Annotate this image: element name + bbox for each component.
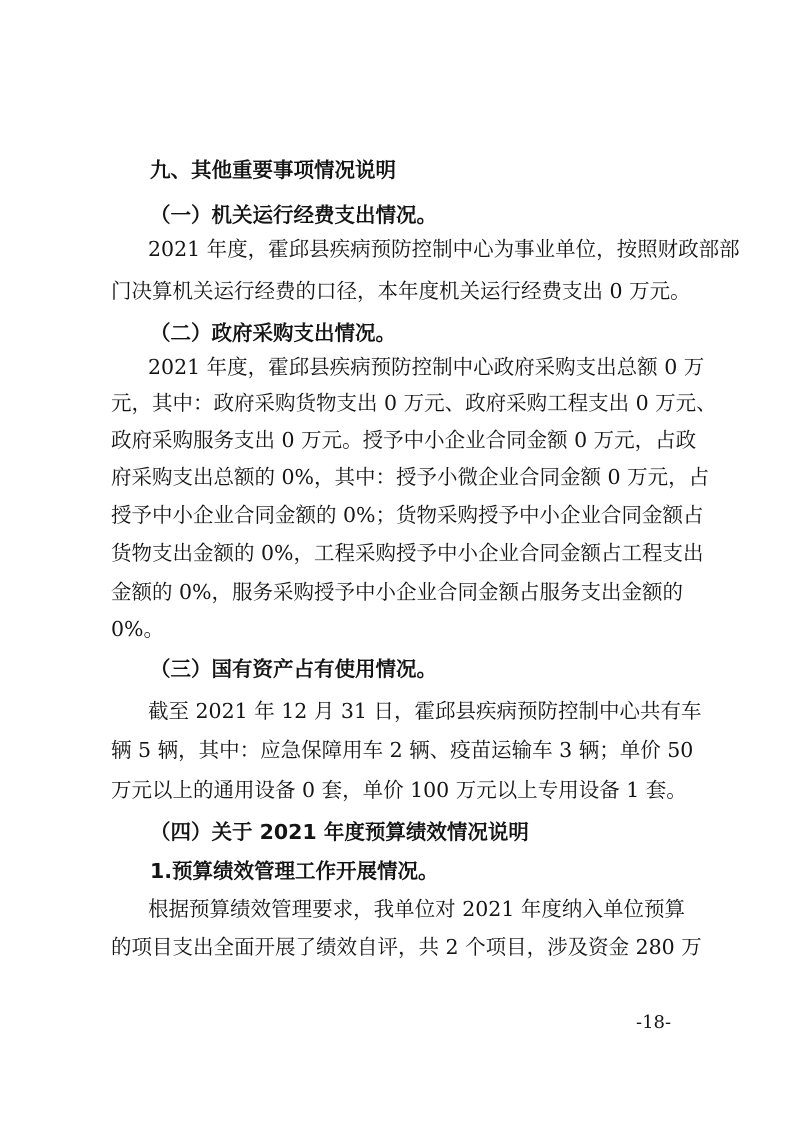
paragraph-line: 根据预算绩效管理要求，我单位对 2021 年度纳入单位预算 (148, 897, 685, 921)
paragraph-line: 0%。 (111, 617, 165, 641)
page-number: -18- (636, 1012, 672, 1033)
subsection-title-1: （一）机关运行经费支出情况。 (150, 203, 437, 227)
sub-heading: 1.预算绩效管理工作开展情况。 (150, 859, 439, 883)
paragraph-line: 2021 年度，霍邱县疾病预防控制中心政府采购支出总额 0 万 (148, 355, 705, 379)
paragraph-line: 府采购支出总额的 0%，其中：授予小微企业合同金额 0 万元，占 (111, 465, 710, 489)
subsection-title-4: （四）关于 2021 年度预算绩效情况说明 (150, 820, 529, 844)
subsection-title-2: （二）政府采购支出情况。 (150, 321, 396, 345)
paragraph-line: 货物支出金额的 0%，工程采购授予中小企业合同金额占工程支出 (111, 541, 704, 565)
paragraph-line: 授予中小企业合同金额的 0%；货物采购授予中小企业合同金额占 (111, 503, 704, 527)
paragraph-line: 的项目支出全面开展了绩效自评，共 2 个项目，涉及资金 280 万 (111, 935, 702, 959)
paragraph-line: 元，其中：政府采购货物支出 0 万元、政府采购工程支出 0 万元、 (111, 391, 717, 415)
section-heading: 九、其他重要事项情况说明 (150, 158, 396, 182)
paragraph-line: 2021 年度，霍邱县疾病预防控制中心为事业单位，按照财政部部 (148, 237, 740, 261)
paragraph-line: 截至 2021 年 12 月 31 日，霍邱县疾病预防控制中心共有车 (148, 699, 702, 723)
paragraph-line: 辆 5 辆，其中：应急保障用车 2 辆、疫苗运输车 3 辆；单价 50 (111, 738, 694, 762)
paragraph-line: 政府采购服务支出 0 万元。授予中小企业合同金额 0 万元，占政 (111, 428, 697, 452)
subsection-title-3: （三）国有资产占有使用情况。 (150, 657, 437, 681)
paragraph-line: 万元以上的通用设备 0 套，单价 100 万元以上专用设备 1 套。 (111, 778, 687, 802)
paragraph-line: 门决算机关运行经费的口径，本年度机关运行经费支出 0 万元。 (111, 279, 691, 303)
paragraph-line: 金额的 0%，服务采购授予中小企业合同金额占服务支出金额的 (111, 580, 684, 604)
